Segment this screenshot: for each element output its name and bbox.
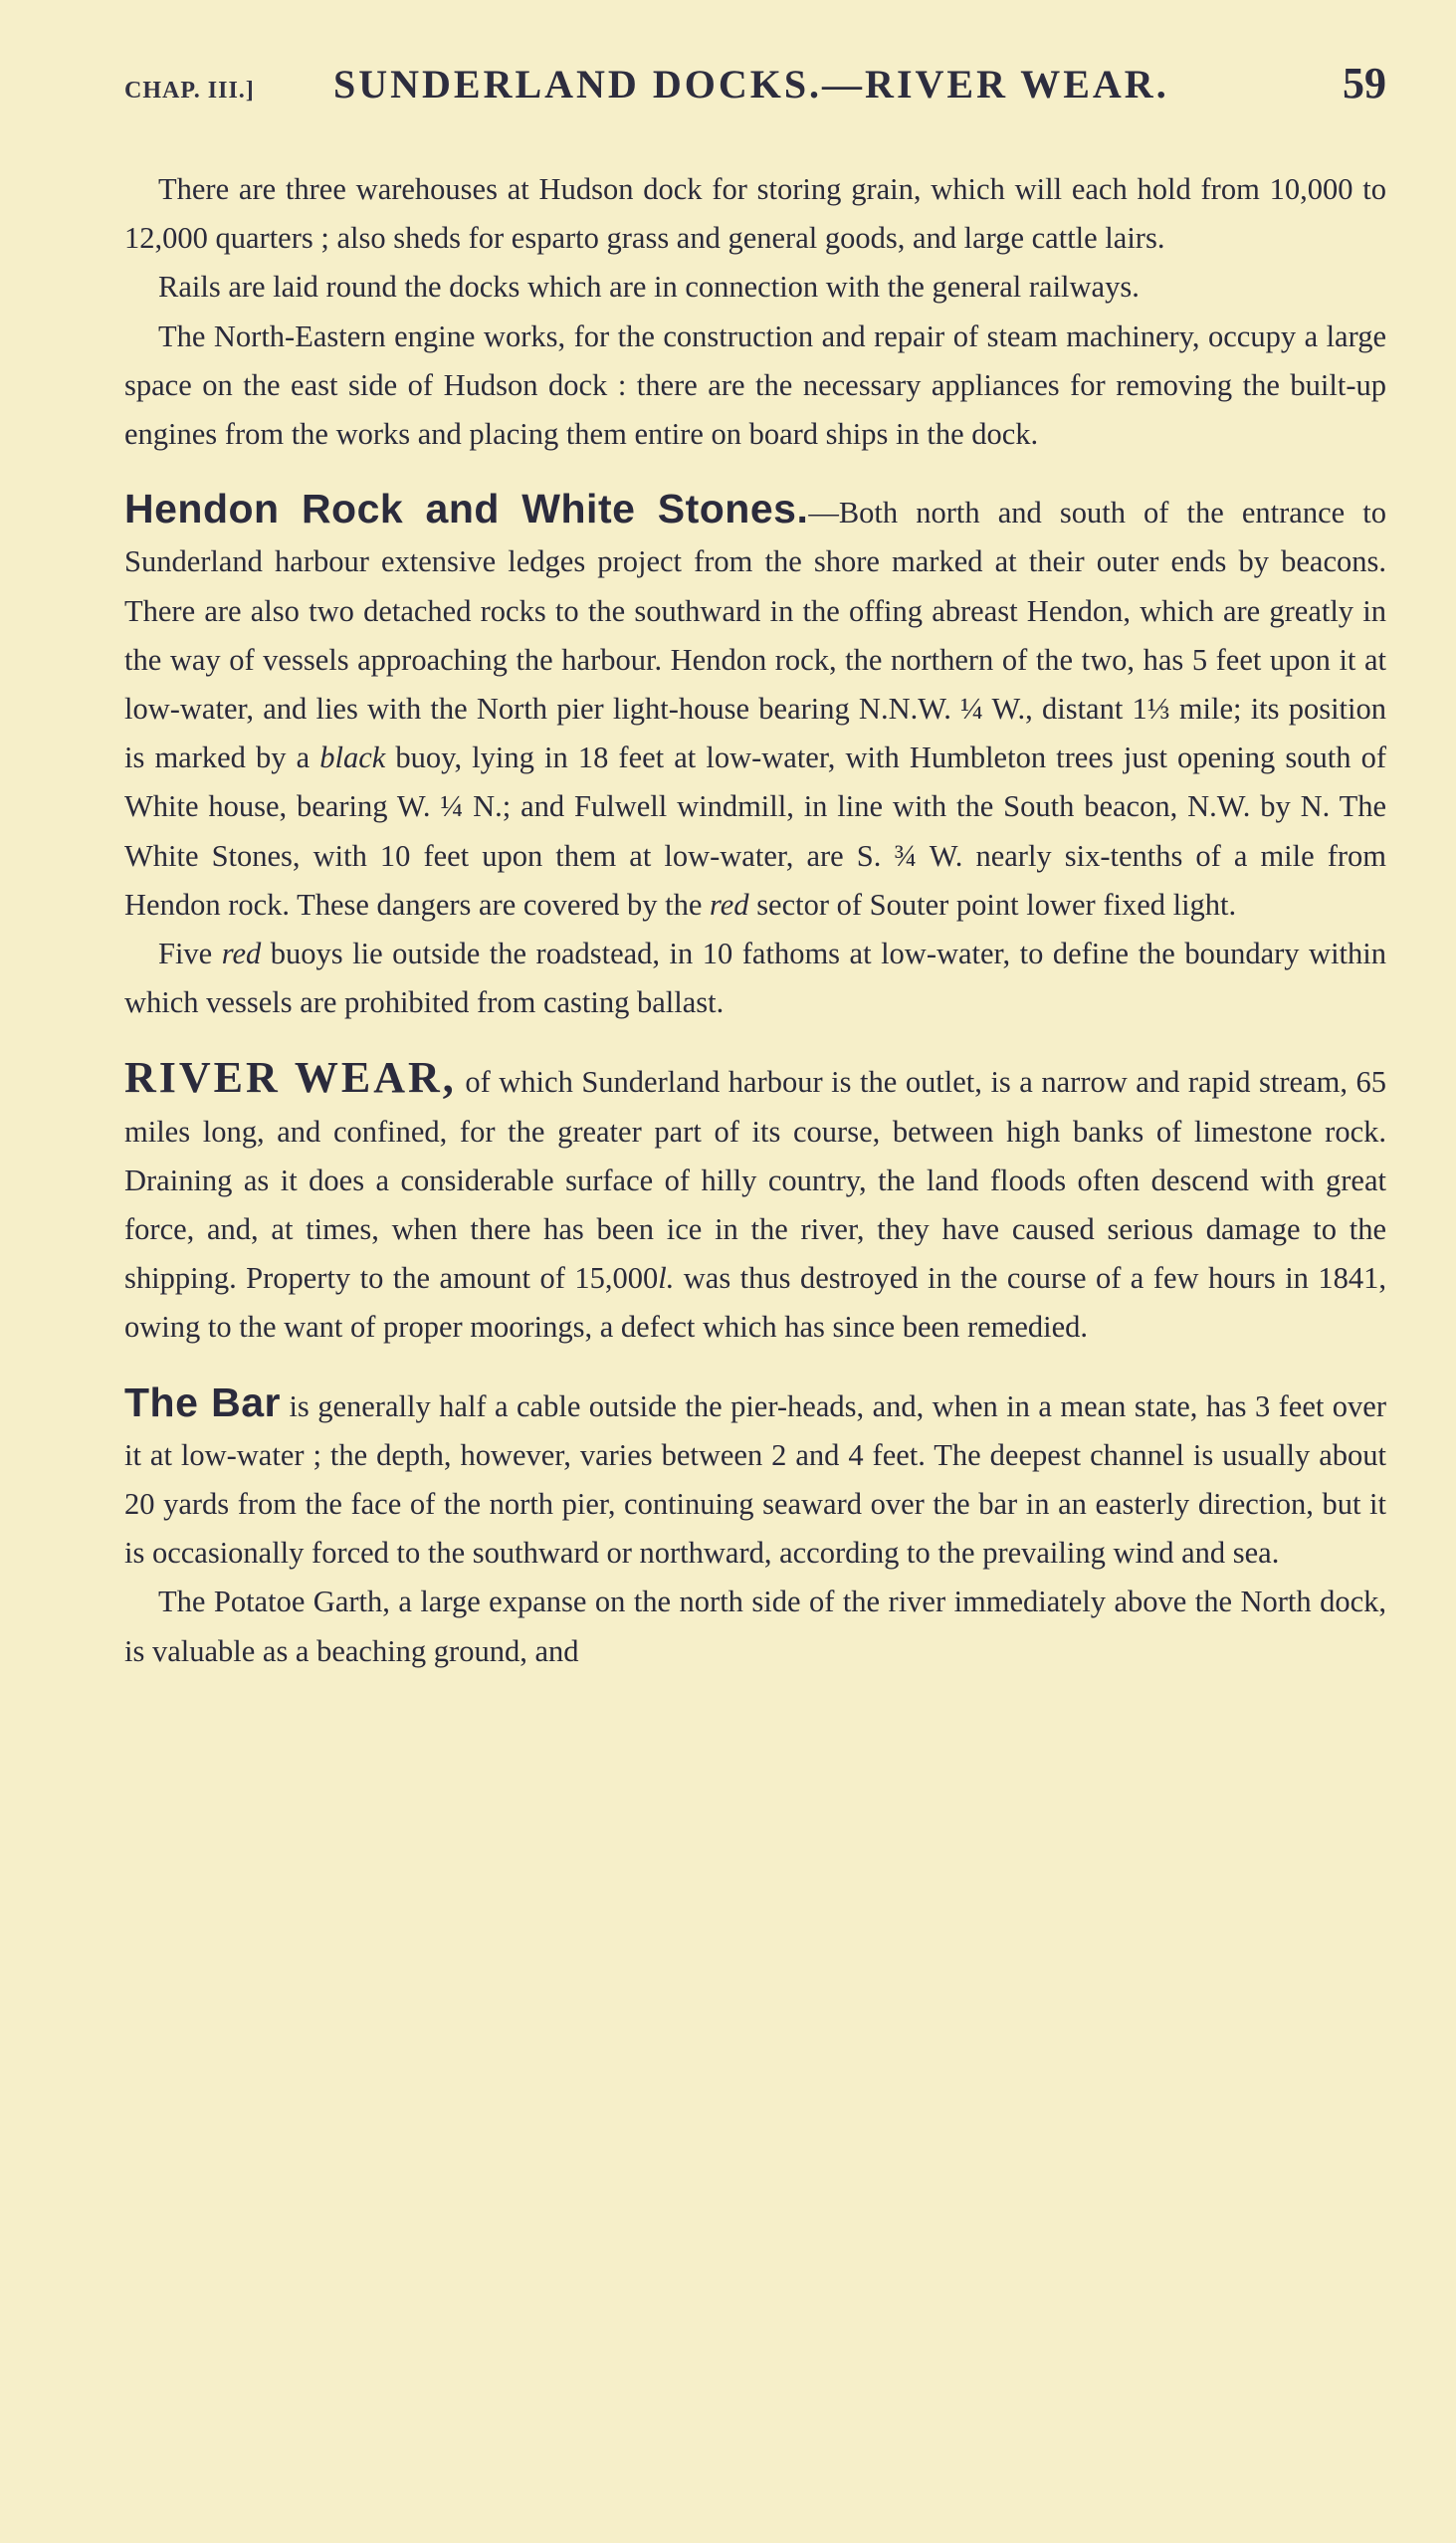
paragraph-engine-works: The North-Eastern engine works, for the construction and repair of steam machinery, occupy a large space on the east side of Hudson dock : there are the necessary appliances for removing the built-up engines from the works and placing them entire on board ships in the dock. <box>124 318 1386 452</box>
paragraph-potatoe-garth: The Potatoe Garth, a large expanse on the north side of the river immediately above the North dock, is valuable as a beaching ground, and <box>124 1585 1386 1668</box>
page-number: 59 <box>1343 59 1386 107</box>
chapter-label: CHAP. III.] <box>124 78 255 104</box>
section-the-bar: The Bar is generally half a cable outside the pier-heads, and, when in a mean state, has 3 feet over it at low-water ; the depth, however, varies between 2 and 4 feet. The deepest channel is usually about 20 yards from the face of the north pier, continuing seaward over the bar in an easterly direction, but it is occasionally forced to the southward or northward, according to the prevailing wind and sea. <box>124 1378 1386 1571</box>
section-hendon-rock: Hendon Rock and White Stones.—Both north and south of the entrance to Sunderland harbour extensive ledges project from the shore marked at their outer ends by beacons. There are also two detached rocks to the southward in the offing abreast Hendon, which are greatly in the way of vessels approaching the harbour. Hendon rock, the northern of the two, has 5 feet upon it at low-water, and lies with the North pier light-house bearing N.N.W. ¼ W., distant 1⅓ mile; its position is marked by a black buoy, lying in 18 feet at low-water, with Humbleton trees just opening south of White house, bearing W. ¼ N.; and Fulwell windmill, in line with the South beacon, N.W. by N. The White Stones, with 10 feet upon them at low-water, are S. ¾ W. nearly six-tenths of a mile from Hendon rock. These dangers are covered by the red sector of Souter point lower fixed light. <box>124 486 1386 922</box>
running-header <box>124 58 1386 121</box>
paragraph-red-buoys: Five red buoys lie outside the roadstead, in 10 fathoms at low-water, to define the boundary within which vessels are prohibited from casting ballast. <box>124 937 1386 1020</box>
section-heading-the-bar: The Bar <box>124 1378 281 1425</box>
paragraph-rails: Rails are laid round the docks which are in connection with the general railways. <box>158 270 1140 305</box>
running-title: SUNDERLAND DOCKS.—RIVER WEAR. <box>333 62 1169 106</box>
paragraph-warehouses: There are three warehouses at Hudson dock for storing grain, which will each hold from 10,000 to 12,000 quarters ; also sheds for esparto grass and general goods, and large cattle lairs. <box>124 172 1386 256</box>
section-heading-hendon-rock: Hendon Rock and White Stones. <box>124 486 809 532</box>
section-heading-river-wear: RIVER WEAR, <box>124 1053 457 1103</box>
section-river-wear: RIVER WEAR, of which Sunderland harbour is the outlet, is a narrow and rapid stream, 65 miles long, and confined, for the greater part of its course, between high banks of limestone rock. Draining as it does a considerable surface of hilly country, the land floods often descend with great force, and, at times, when there has been ice in the river, they have caused serious damage to the shipping. Property to the amount of 15,000l. was thus destroyed in the course of a few hours in 1841, owing to the want of proper moorings, a defect which has since been remedied. <box>124 1053 1387 1345</box>
